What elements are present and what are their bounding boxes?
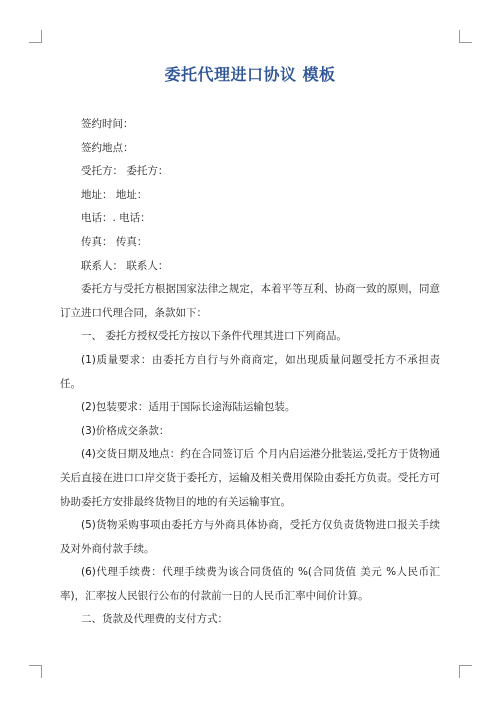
signing-place-line: 签约地点： bbox=[81, 141, 134, 154]
clause-agency-fee: (6)代理手续费：代理手续费为该合同货值的 %(合同货值 美元 %人民币汇率)，汇率按人民银行公布的付款前一日的人民币汇率中间价计算。 bbox=[60, 566, 440, 602]
crop-mark-top-left bbox=[29, 30, 42, 43]
clause-price-terms: (3)价格成交条款： bbox=[81, 424, 170, 437]
preamble-paragraph: 委托方与受托方根据国家法律之规定，本着平等互利、协商一致的原则，同意订立进口代理合同，条款如下： bbox=[60, 283, 440, 319]
contact-line: 联系人： 联系人： bbox=[81, 259, 169, 272]
signing-time-line: 签约时间： bbox=[81, 118, 134, 130]
crop-mark-top-right bbox=[459, 30, 472, 43]
crop-mark-bottom-right bbox=[459, 665, 472, 678]
clause-quality: (1)质量要求：由委托方自行与外商商定，如出现质量问题受托方不承担责任。 bbox=[60, 353, 440, 390]
clause-packaging: (2)包装要求：适用于国际长途海陆运输包装。 bbox=[81, 401, 296, 414]
address-line: 地址： 地址： bbox=[81, 188, 148, 201]
document-title: 委托代理进口协议 模板 bbox=[164, 65, 336, 84]
document-body bbox=[60, 113, 440, 632]
phone-line: 电话：. 电话： bbox=[81, 212, 151, 225]
parties-line: 受托方： 委托方： bbox=[81, 165, 169, 178]
clause-delivery: (4)交货日期及地点：约在合同签订后 个月内启运港分批装运,受托方于货物通关后直接在进口口岸交货于委托方，运输及相关费用保险由委托方负责。受托方可协助委托方安排最终货物目的地的有关运输事宜。 bbox=[60, 448, 440, 508]
clause-procurement: (5)货物采购事项由委托方与外商具体协商，受托方仅负责货物进口报关手续及对外商付款手续。 bbox=[60, 519, 440, 555]
fax-line: 传真： 传真： bbox=[81, 235, 148, 248]
crop-mark-bottom-left bbox=[29, 665, 42, 678]
section-two-heading: 二、货款及代理费的支付方式： bbox=[81, 613, 228, 626]
section-one-heading: 一、 委托方授权受托方按以下条件代理其进口下列商品。 bbox=[81, 330, 347, 343]
